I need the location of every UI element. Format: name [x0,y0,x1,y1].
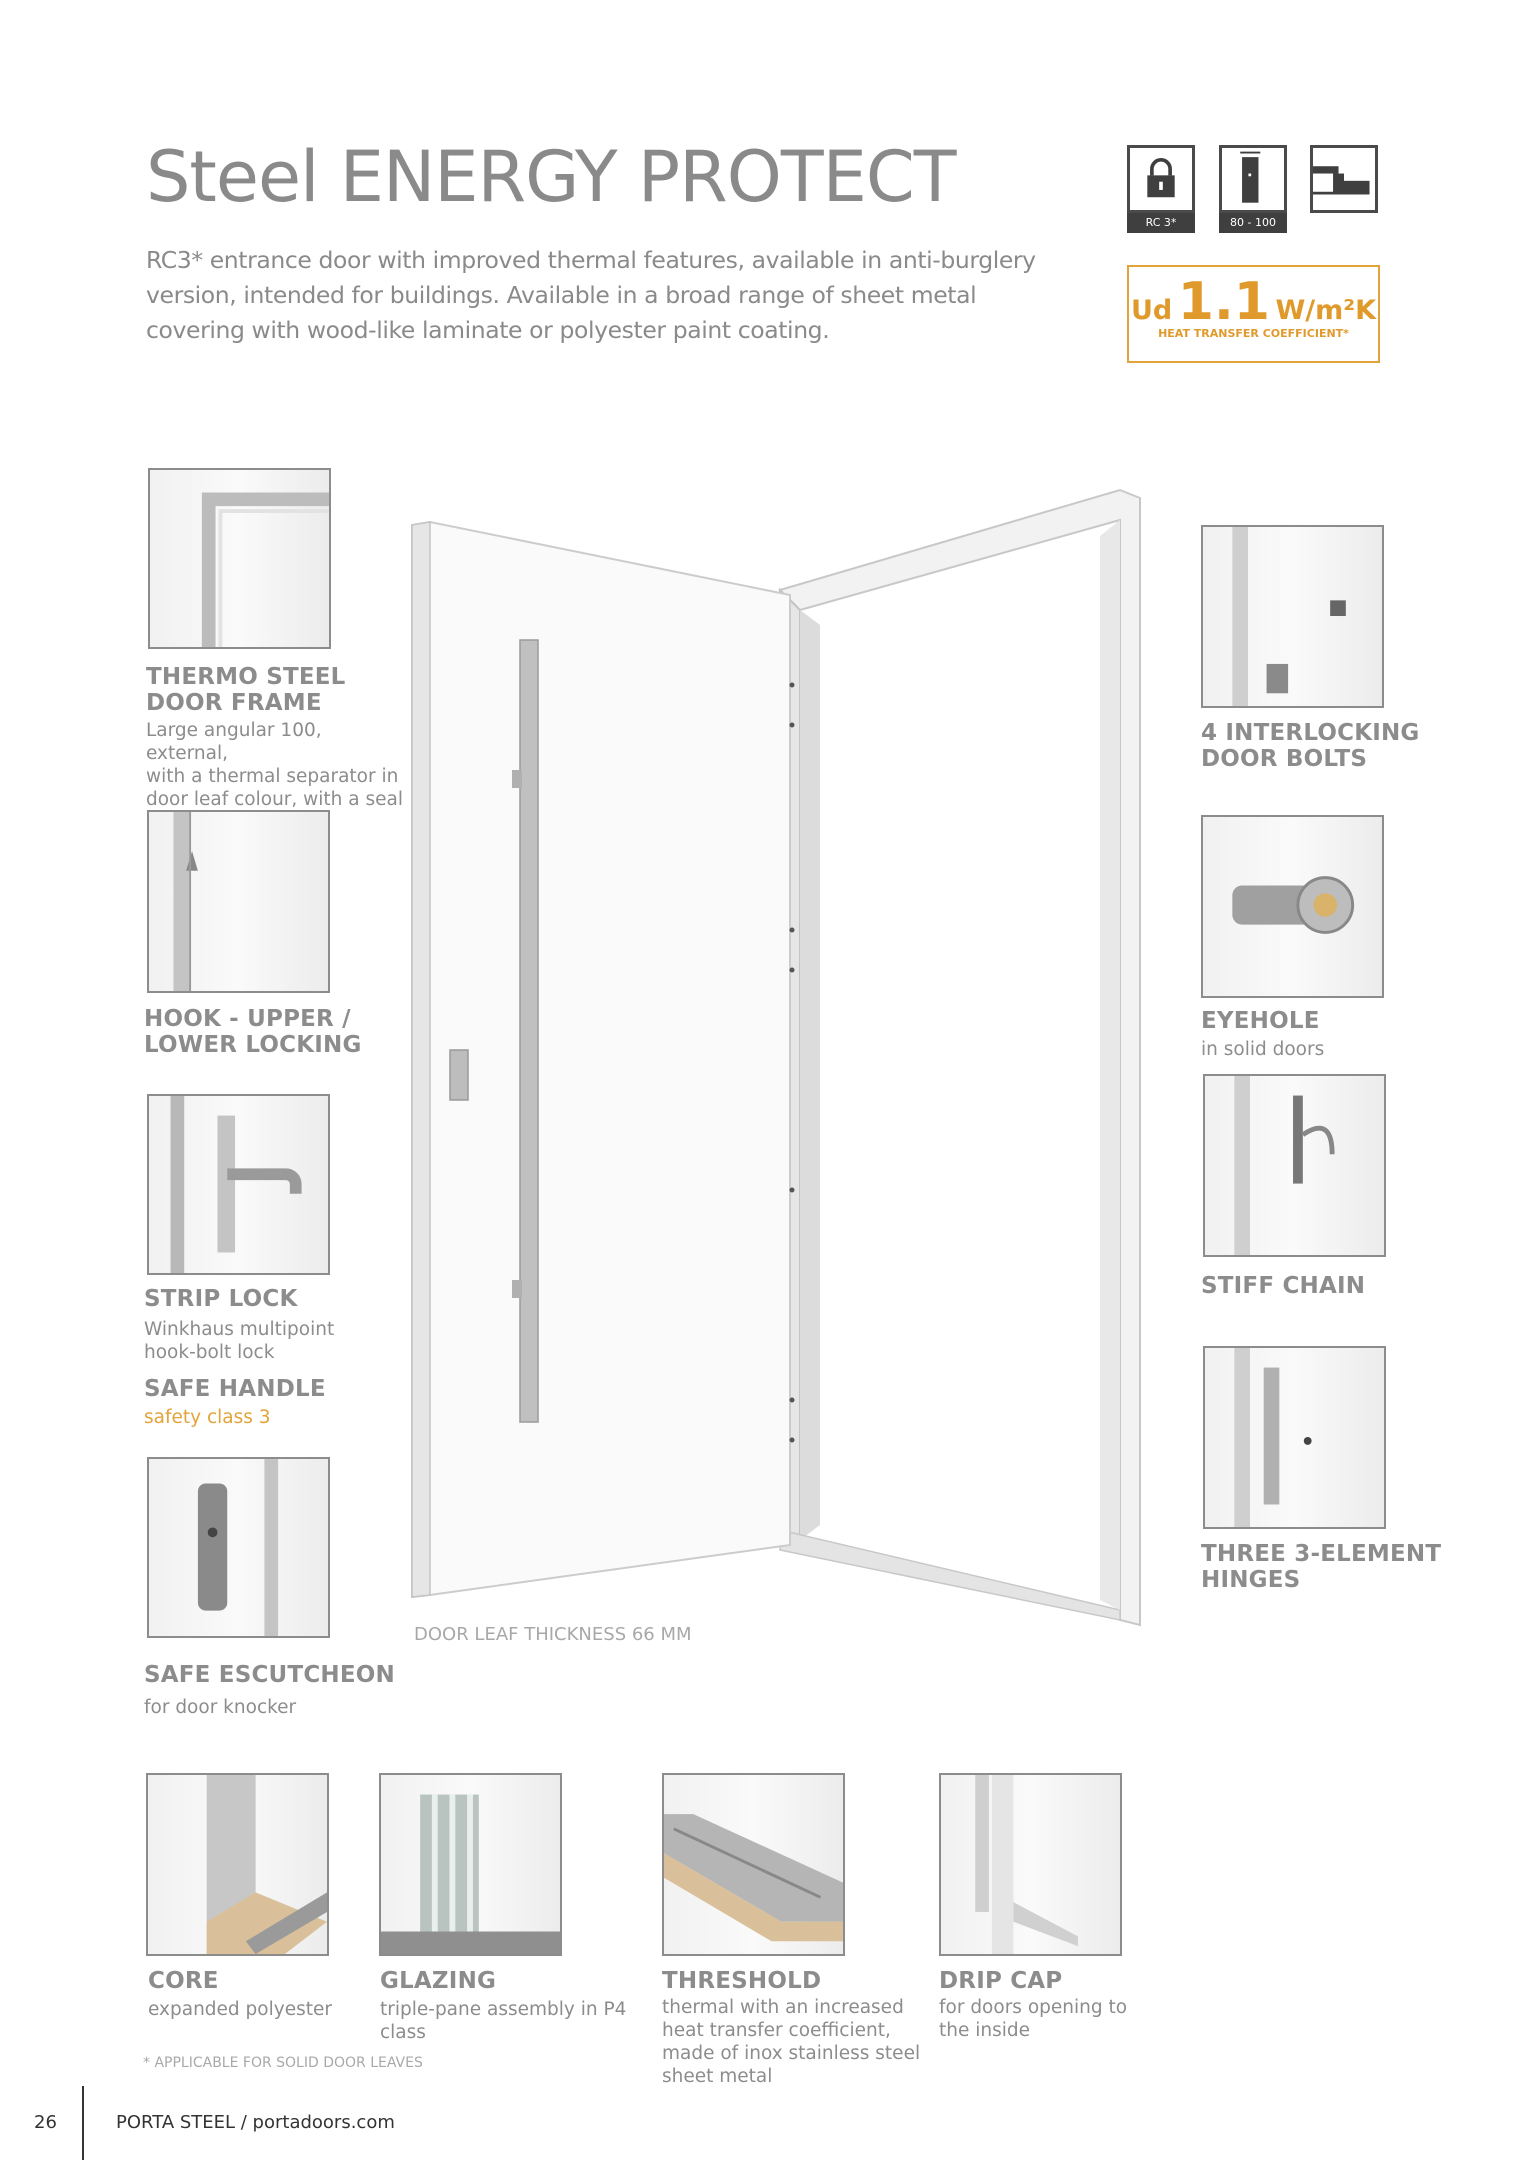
feature-title: DRIP CAP [939,1968,1063,1994]
ud-unit: W/m²K [1275,295,1377,326]
ud-prefix: Ud [1130,295,1173,326]
page-title: Steel ENERGY PROTECT [146,136,956,218]
feature-title: HOOK - UPPER / [144,1006,351,1032]
feature-core [148,1968,378,2021]
feature-title: GLAZING [380,1968,497,1994]
feature-title: THREE 3-ELEMENT [1201,1541,1442,1567]
feature-desc: sheet metal [662,2066,773,2087]
core-image [146,1773,329,1956]
feature-title: EYEHOLE [1201,1008,1320,1034]
safe-escutcheon-image [147,1457,330,1638]
door-illustration [400,480,1180,1630]
feature-desc: Large angular 100, external, [146,720,322,764]
drip-cap-image [939,1773,1122,1956]
hook-locking-image [147,810,330,993]
strip-lock-image [147,1094,330,1275]
feature-hook-locking [144,1006,404,1058]
thermo-frame-image [148,468,331,649]
door-thickness-caption: DOOR LEAF THICKNESS 66 MM [414,1624,692,1645]
glazing-image [379,1773,562,1956]
feature-desc: for door knocker [144,1697,297,1718]
feature-desc: in solid doors [1201,1039,1325,1060]
door-thickness-icon [1219,145,1287,213]
footnote: * APPLICABLE FOR SOLID DOOR LEAVES [143,2055,423,2071]
feature-title: 4 INTERLOCKING [1201,720,1420,746]
feature-title: DOOR FRAME [146,690,322,716]
feature-desc: hook-bolt lock [144,1342,275,1363]
feature-eyehole [1201,1008,1481,1061]
feature-hinges [1201,1541,1481,1593]
eyehole-image [1201,815,1384,998]
feature-desc: for doors opening to [939,1997,1128,2018]
feature-title: THERMO STEEL [146,664,346,690]
feature-title: DOOR BOLTS [1201,746,1368,772]
feature-desc: expanded polyester [148,1999,332,2020]
feature-title: SAFE ESCUTCHEON [144,1662,395,1688]
feature-title: CORE [148,1968,219,1994]
badge-threshold [1310,145,1378,213]
ud-value: 1.1 [1177,272,1270,332]
feature-threshold [662,1968,922,2088]
feature-safe-escutcheon [144,1662,424,1719]
feature-desc: door leaf colour, with a seal [146,789,404,810]
feature-desc: triple-pane assembly in P4 class [380,1999,627,2043]
feature-title: STRIP LOCK [144,1286,298,1312]
footer-text: PORTA STEEL / portadoors.com [116,2112,395,2133]
feature-desc: Winkhaus multipoint [144,1319,335,1340]
interlocking-bolts-image [1201,525,1384,708]
feature-title: HINGES [1201,1567,1301,1593]
ud-subtitle: HEAT TRANSFER COEFFICIENT* [1158,327,1349,340]
feature-desc: thermal with an increased [662,1997,904,2018]
feature-glazing [380,1968,650,2044]
badge-caption: RC 3* [1127,213,1195,233]
feature-title: LOWER LOCKING [144,1032,362,1058]
hinges-image [1203,1346,1386,1529]
feature-strip-lock [144,1286,404,1429]
feature-title: THRESHOLD [662,1968,822,1994]
feature-desc: safety class 3 [144,1407,271,1428]
stiff-chain-image [1203,1074,1386,1257]
feature-interlocking-bolts [1201,720,1481,772]
heat-transfer-badge [1127,265,1380,363]
feature-desc: with a thermal separator in [146,766,399,787]
feature-title: SAFE HANDLE [144,1376,326,1402]
page-number: 26 [34,2112,57,2133]
feature-thermo-frame [146,664,406,811]
badge-thickness [1219,145,1287,233]
feature-desc: heat transfer coefficient, [662,2020,891,2041]
intro-text: RC3* entrance door with improved thermal features, available in anti-burglery version, intended for buildings. Available in a broad range of sheet metal covering with wood-like laminate or polyester paint coating. [146,246,1036,344]
threshold-image [662,1773,845,1956]
feature-title: STIFF CHAIN [1201,1273,1366,1299]
feature-drip-cap [939,1968,1179,2042]
threshold-profile-icon [1310,145,1378,213]
feature-stiff-chain [1201,1273,1481,1299]
badge-caption: 80 - 100 [1219,213,1287,233]
badge-rc3 [1127,145,1195,233]
footer-divider [82,2086,84,2160]
feature-desc: the inside [939,2020,1031,2041]
padlock-icon [1127,145,1195,213]
feature-desc: made of inox stainless steel [662,2043,921,2064]
